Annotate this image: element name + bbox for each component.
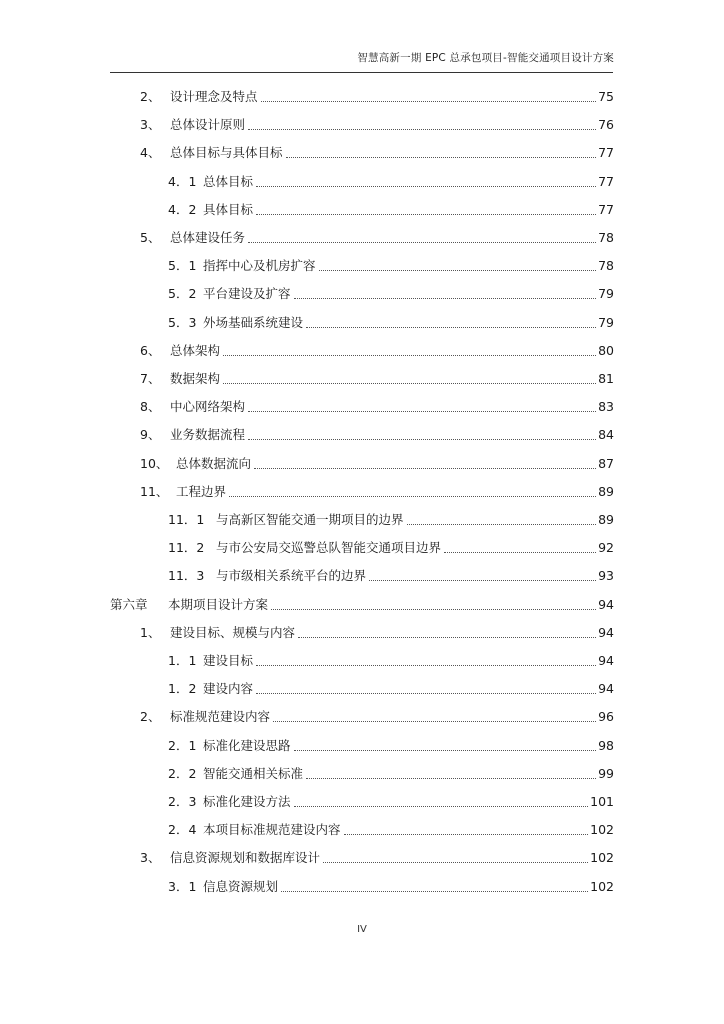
toc-entry-number: 4．1: [168, 173, 197, 189]
toc-dot-leader: [223, 371, 596, 384]
toc-entry-page: 84: [598, 427, 614, 443]
toc-entry-page: 75: [598, 89, 614, 104]
toc-entry-page: 102: [590, 822, 614, 838]
toc-entry-page: 89: [598, 483, 614, 499]
toc-entry-number: 2．4: [168, 822, 197, 838]
toc-entry[interactable]: [140, 483, 614, 501]
toc-entry-number: 3、: [140, 850, 161, 866]
toc-entry-page: 102: [590, 850, 614, 866]
toc-entry[interactable]: [140, 370, 614, 388]
toc-entry-title: 中心网络架构: [170, 399, 246, 415]
toc-entry[interactable]: [168, 285, 614, 303]
toc-entry[interactable]: [140, 342, 614, 360]
toc-entry-number: 2、: [140, 89, 161, 104]
toc-entry-title: 总体数据流向: [176, 455, 252, 471]
toc-dot-leader: [256, 653, 596, 666]
toc-entry[interactable]: [140, 398, 614, 416]
toc-entry[interactable]: [168, 511, 614, 529]
header-divider: [110, 72, 613, 73]
toc-entry[interactable]: [168, 539, 614, 557]
toc-entry-number: 1、: [140, 624, 161, 640]
toc-entry-page: 80: [598, 342, 614, 358]
toc-entry-title: 平台建设及扩容: [203, 286, 291, 302]
toc-dot-leader: [248, 427, 596, 440]
toc-entry-page: 78: [598, 230, 614, 245]
toc-entry-number: 3、: [140, 117, 161, 133]
toc-entry-number: 3．1: [168, 878, 197, 894]
toc-entry-page: 94: [598, 653, 614, 668]
toc-dot-leader: [319, 258, 597, 271]
toc-entry[interactable]: [168, 173, 614, 191]
toc-entry[interactable]: [168, 737, 614, 755]
page-number: IV: [357, 924, 367, 935]
toc-entry-page: 83: [598, 399, 614, 415]
toc-entry-title: 总体设计原则: [170, 117, 246, 133]
toc-dot-leader: [369, 568, 596, 581]
toc-entry[interactable]: [168, 652, 614, 670]
toc-entry-number: 4．2: [168, 201, 197, 217]
toc-entry-title: 信息资源规划和数据库设计: [170, 850, 321, 866]
toc-entry-number: 11．2: [168, 540, 205, 556]
toc-dot-leader: [271, 597, 596, 610]
toc-dot-leader: [261, 89, 597, 102]
toc-dot-leader: [281, 879, 588, 892]
toc-dot-leader: [294, 794, 589, 807]
toc-dot-leader: [256, 174, 596, 187]
toc-dot-leader: [294, 286, 597, 299]
toc-dot-leader: [323, 850, 588, 863]
toc-dot-leader: [306, 766, 596, 779]
toc-entry-title: 设计理念及特点: [170, 89, 258, 104]
toc-entry[interactable]: [168, 201, 614, 219]
toc-entry-title: 数据架构: [170, 371, 221, 386]
toc-entry[interactable]: [140, 426, 614, 444]
toc-entry-title: 与高新区智能交通一期项目的边界: [216, 512, 404, 527]
toc-entry-title: 业务数据流程: [170, 427, 246, 443]
toc-dot-leader: [256, 681, 596, 694]
toc-entry[interactable]: [140, 88, 614, 106]
toc-entry-page: 94: [598, 681, 614, 697]
toc-entry-number: 10、: [140, 455, 169, 471]
toc-entry-page: 87: [598, 455, 614, 471]
toc-entry[interactable]: [140, 849, 614, 867]
toc-dot-leader: [407, 512, 597, 525]
toc-entry-number: 5．1: [168, 258, 197, 274]
toc-entry[interactable]: [140, 624, 614, 642]
toc-entry-number: 8、: [140, 399, 161, 415]
toc-entry-number: 2、: [140, 709, 161, 725]
toc-entry-number: 5．2: [168, 286, 197, 302]
toc-entry-title: 本项目标准规范建设内容: [203, 822, 341, 838]
toc-dot-leader: [298, 625, 596, 638]
toc-dot-leader: [286, 145, 597, 158]
toc-entry-number: 4、: [140, 145, 161, 161]
toc-entry-page: 101: [590, 794, 614, 809]
toc-entry-number: 第六章: [110, 596, 148, 612]
toc-entry-title: 信息资源规划: [203, 878, 279, 894]
toc-entry-page: 78: [598, 258, 614, 274]
toc-entry-title: 智能交通相关标准: [203, 765, 304, 781]
toc-dot-leader: [229, 484, 596, 497]
toc-entry-page: 89: [598, 512, 614, 527]
toc-entry-page: 96: [598, 709, 614, 725]
toc-entry-title: 标准化建设思路: [203, 737, 291, 753]
toc-entry[interactable]: [168, 257, 614, 275]
toc-entry[interactable]: [168, 567, 614, 585]
toc-dot-leader: [306, 315, 596, 328]
toc-entry-title: 与市级相关系统平台的边界: [216, 568, 367, 584]
toc-entry-number: 7、: [140, 371, 161, 386]
toc-entry-page: 102: [590, 878, 614, 894]
toc-dot-leader: [248, 230, 596, 243]
toc-entry-number: 9、: [140, 427, 161, 443]
toc-entry-number: 2．2: [168, 765, 197, 781]
running-header: 智慧高新一期 EPC 总承包项目-智能交通项目设计方案: [357, 52, 614, 64]
toc-entry-page: 77: [598, 201, 614, 217]
toc-entry[interactable]: [140, 229, 614, 247]
toc-entry-page: 94: [598, 624, 614, 640]
toc-dot-leader: [444, 540, 596, 553]
toc-dot-leader: [248, 399, 596, 412]
toc-entry[interactable]: [168, 765, 614, 783]
toc-entry-title: 建设内容: [203, 681, 254, 697]
toc-entry-title: 外场基础系统建设: [203, 314, 304, 330]
toc-entry[interactable]: [140, 116, 614, 134]
toc-entry[interactable]: [168, 793, 614, 811]
toc-entry-number: 5．3: [168, 314, 197, 330]
toc-entry-page: 79: [598, 314, 614, 330]
toc-entry[interactable]: [168, 878, 614, 896]
toc-entry-title: 总体建设任务: [170, 230, 246, 245]
toc-entry-number: 1．1: [168, 653, 197, 668]
toc-entry-page: 94: [598, 596, 614, 612]
toc-entry-page: 99: [598, 765, 614, 781]
toc-entry[interactable]: [140, 708, 614, 726]
toc-entry-title: 具体目标: [203, 201, 254, 217]
toc-entry-title: 标准规范建设内容: [170, 709, 271, 725]
toc-entry-page: 77: [598, 173, 614, 189]
toc-entry-title: 本期项目设计方案: [168, 596, 269, 612]
toc-entry-page: 98: [598, 737, 614, 753]
toc-entry-title: 指挥中心及机房扩容: [203, 258, 316, 274]
toc-entry-title: 总体目标: [203, 173, 254, 189]
toc-entry-title: 标准化建设方法: [203, 794, 291, 809]
toc-entry-number: 2．3: [168, 794, 197, 809]
toc-entry-number: 11．1: [168, 512, 205, 527]
toc-entry-title: 总体架构: [170, 342, 221, 358]
toc-entry[interactable]: [168, 680, 614, 698]
toc-entry-title: 与市公安局交巡警总队智能交通项目边界: [216, 540, 442, 556]
toc-entry-title: 总体目标与具体目标: [170, 145, 283, 161]
toc-entry-number: 11、: [140, 483, 169, 499]
toc-entry-page: 93: [598, 568, 614, 584]
toc-entry[interactable]: [168, 821, 614, 839]
toc-dot-leader: [223, 343, 596, 356]
toc-entry-title: 建设目标: [203, 653, 254, 668]
toc-dot-leader: [256, 202, 596, 215]
toc-entry-page: 79: [598, 286, 614, 302]
toc-entry-number: 11．3: [168, 568, 205, 584]
toc-dot-leader: [273, 709, 596, 722]
toc-dot-leader: [294, 738, 597, 751]
toc-entry-number: 1．2: [168, 681, 197, 697]
toc-entry-number: 6、: [140, 342, 161, 358]
toc-dot-leader: [254, 456, 596, 469]
toc-dot-leader: [248, 117, 596, 130]
toc-entry-page: 77: [598, 145, 614, 161]
toc-entry[interactable]: [140, 455, 614, 473]
toc-entry-page: 76: [598, 117, 614, 133]
toc-entry-title: 建设目标、规模与内容: [170, 624, 296, 640]
toc-entry-number: 2．1: [168, 737, 197, 753]
toc-entry-number: 5、: [140, 230, 161, 245]
toc-entry[interactable]: [110, 596, 614, 614]
toc-entry-title: 工程边界: [176, 483, 227, 499]
toc-entry-page: 81: [598, 371, 614, 386]
toc-entry[interactable]: [140, 144, 614, 162]
toc-dot-leader: [344, 822, 589, 835]
toc-entry[interactable]: [168, 314, 614, 332]
toc-entry-page: 92: [598, 540, 614, 556]
